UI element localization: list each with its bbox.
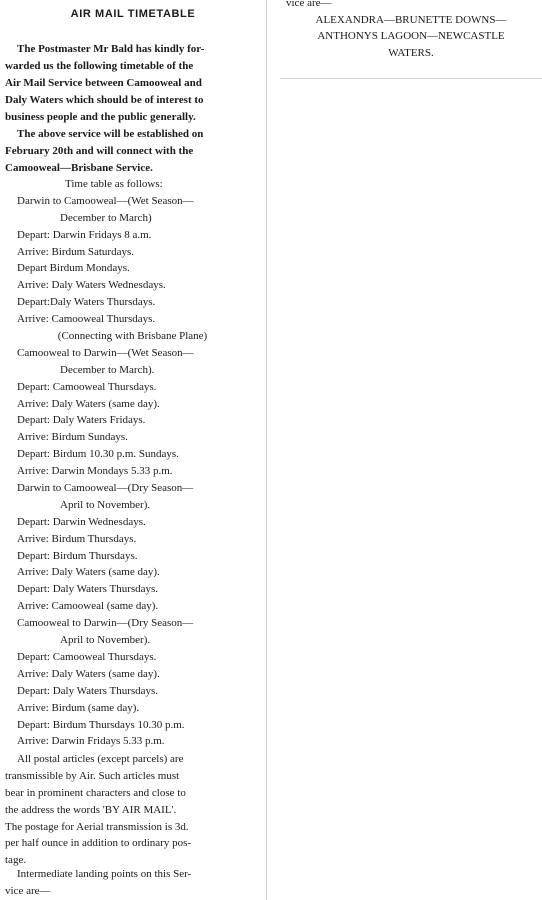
postal-line: tage. [5, 854, 27, 867]
schedule-line: Arrive: Birdum Saturdays. [17, 245, 135, 258]
continuation-line: vice are— [286, 0, 332, 9]
schedule-line: Arrive: Darwin Mondays 5.33 p.m. [17, 465, 173, 478]
schedule-line: Depart: Camooweal Thursdays. [17, 650, 157, 663]
postal-line: per half ounce in addition to ordinary pos- [5, 837, 192, 850]
schedule-line: Depart: Birdum Thursdays. [17, 549, 138, 562]
route-heading: Camooweal to Darwin—(Dry Season— [17, 617, 194, 630]
schedule-line: Depart: Birdum 10.30 p.m. Sundays. [17, 448, 179, 461]
intro-line: The Postmaster Mr Bald has kindly for- [17, 43, 205, 55]
landing-points-line: ANTHONYS LAGOON—NEWCASTLE [317, 30, 505, 42]
continuation-column [280, 0, 542, 900]
postal-line: the address the words 'BY AIR MAIL'. [5, 803, 177, 816]
divider [280, 78, 542, 79]
season-line: December to March). [60, 363, 155, 376]
landing-paragraph [5, 866, 257, 900]
service-line: February 20th and will connect with the [5, 144, 194, 157]
landing-points-line: ALEXANDRA—BRUNETTE DOWNS— [315, 13, 507, 26]
schedule-line: Arrive: Birdum Sundays. [17, 431, 128, 444]
timetable [5, 176, 260, 750]
schedule-line: Arrive: Birdum (same day). [17, 701, 140, 714]
schedule-line: Depart: Daly Waters Thursdays. [17, 684, 159, 697]
intro-line: Daly Waters which should be of interest to [5, 93, 204, 106]
timetable-heading: Time table as follows: [65, 178, 163, 190]
postal-line: All postal articles (except parcels) are [17, 753, 184, 765]
landing-line: Intermediate landing points on this Ser- [17, 868, 192, 880]
schedule-line: Arrive: Daly Waters (same day). [17, 667, 160, 680]
schedule-line: Depart: Camooweal Thursdays. [17, 380, 157, 393]
season-line: December to March) [60, 211, 152, 224]
service-paragraph [5, 126, 257, 177]
intro-line: warded us the following timetable of the [5, 59, 194, 72]
article-column [0, 0, 267, 900]
schedule-line: Arrive: Camooweal Thursdays. [17, 313, 156, 326]
schedule-line: Depart:Daly Waters Thursdays. [17, 296, 156, 309]
schedule-line: Arrive: Birdum Thursdays. [17, 532, 137, 545]
schedule-line: Arrive: Daly Waters (same day). [17, 397, 160, 410]
schedule-line: Arrive: Darwin Fridays 5.33 p.m. [17, 735, 165, 748]
article-title: AIR MAIL TIMETABLE [70, 8, 196, 20]
schedule-line: Arrive: Camooweal (same day). [17, 600, 159, 613]
intro-line: Air Mail Service between Camooweal and [5, 76, 202, 89]
route-heading: Darwin to Camooweal—(Wet Season— [17, 194, 194, 207]
route-heading: Darwin to Camooweal—(Dry Season— [17, 482, 194, 495]
landing-points-list [286, 0, 536, 61]
landing-line: vice are— [5, 884, 51, 897]
schedule-line: Depart Birdum Mondays. [17, 262, 130, 275]
schedule-line: Depart: Darwin Wednesdays. [17, 515, 146, 528]
schedule-line: Arrive: Daly Waters (same day). [17, 566, 160, 579]
season-line: April to November). [60, 498, 151, 511]
postal-paragraph [5, 751, 257, 869]
intro-paragraph [5, 41, 257, 125]
schedule-line: Depart: Daly Waters Fridays. [17, 414, 146, 427]
season-line: April to November). [60, 634, 151, 647]
schedule-line: Depart: Birdum Thursdays 10.30 p.m. [17, 718, 185, 731]
landing-points-line: WATERS. [388, 46, 434, 59]
schedule-line: Arrive: Daly Waters Wednesdays. [17, 279, 166, 292]
service-line: Camooweal—Brisbane Service. [5, 161, 153, 174]
intro-line: business people and the public generally. [5, 110, 196, 123]
postal-line: transmissible by Air. Such articles must [5, 769, 180, 782]
route-heading: Camooweal to Darwin—(Wet Season— [17, 346, 194, 359]
service-line: The above service will be established on [17, 128, 204, 140]
postal-line: bear in prominent characters and close to [5, 786, 186, 799]
schedule-line: Depart: Darwin Fridays 8 a.m. [17, 228, 152, 241]
postal-line: The postage for Aerial transmission is 3d. [5, 820, 189, 833]
schedule-line: Depart: Daly Waters Thursdays. [17, 583, 159, 596]
connection-note: (Connecting with Brisbane Plane) [57, 330, 208, 343]
